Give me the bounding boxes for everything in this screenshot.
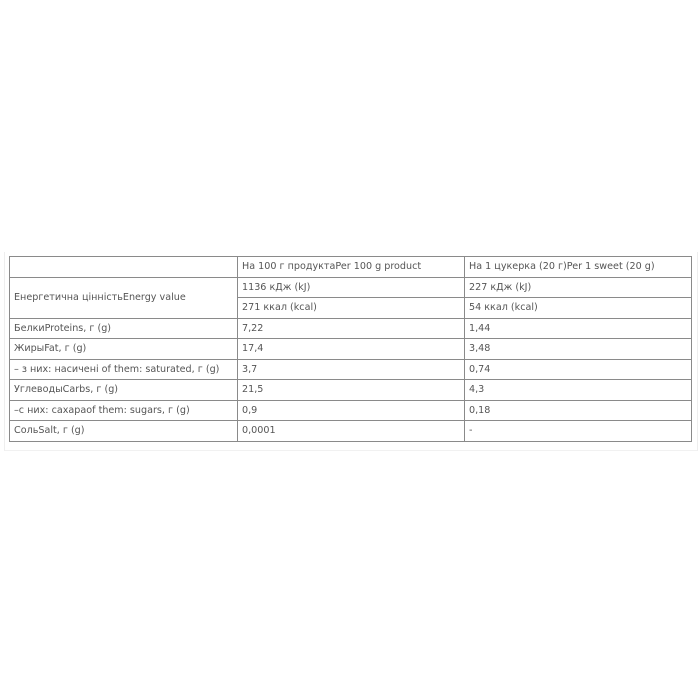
nutrient-label: – з них: насичені of them: saturated, г (g)	[10, 359, 238, 380]
nutrient-label: –с них: сахараof them: sugars, г (g)	[10, 400, 238, 421]
header-cell-empty	[10, 257, 238, 278]
energy-kcal-per-100g: 271 ккал (kcal)	[238, 298, 465, 319]
header-cell-per-100g: На 100 г продуктаPer 100 g product	[238, 257, 465, 278]
nutrient-per-sweet: 4,3	[465, 380, 692, 401]
nutrient-per-100g: 0,9	[238, 400, 465, 421]
nutrient-label: БелкиProteins, г (g)	[10, 318, 238, 339]
energy-kj-per-sweet: 227 кДж (kJ)	[465, 277, 692, 298]
nutrient-per-100g: 3,7	[238, 359, 465, 380]
nutrient-per-sweet: 1,44	[465, 318, 692, 339]
nutrient-per-100g: 17,4	[238, 339, 465, 360]
nutrition-table	[9, 256, 692, 442]
table-row	[10, 380, 692, 401]
nutrient-per-100g: 0,0001	[238, 421, 465, 442]
nutrient-per-sweet: 0,74	[465, 359, 692, 380]
energy-kj-per-100g: 1136 кДж (kJ)	[238, 277, 465, 298]
nutrient-per-100g: 7,22	[238, 318, 465, 339]
header-row	[10, 257, 692, 278]
nutrient-per-sweet: 0,18	[465, 400, 692, 421]
table-row	[10, 400, 692, 421]
table-row	[10, 359, 692, 380]
nutrient-per-sweet: 3,48	[465, 339, 692, 360]
nutrient-label: СольSalt, г (g)	[10, 421, 238, 442]
nutrition-table-container	[9, 256, 691, 442]
header-cell-per-sweet: На 1 цукерка (20 г)Per 1 sweet (20 g)	[465, 257, 692, 278]
energy-label: Енергетична цінністьEnergy value	[10, 277, 238, 318]
nutrient-per-sweet: -	[465, 421, 692, 442]
table-row	[10, 339, 692, 360]
nutrient-label: ЖирыFat, г (g)	[10, 339, 238, 360]
table-row	[10, 318, 692, 339]
energy-kcal-per-sweet: 54 ккал (kcal)	[465, 298, 692, 319]
energy-row-kj	[10, 277, 692, 298]
nutrient-per-100g: 21,5	[238, 380, 465, 401]
nutrient-label: УглеводыCarbs, г (g)	[10, 380, 238, 401]
table-row	[10, 421, 692, 442]
